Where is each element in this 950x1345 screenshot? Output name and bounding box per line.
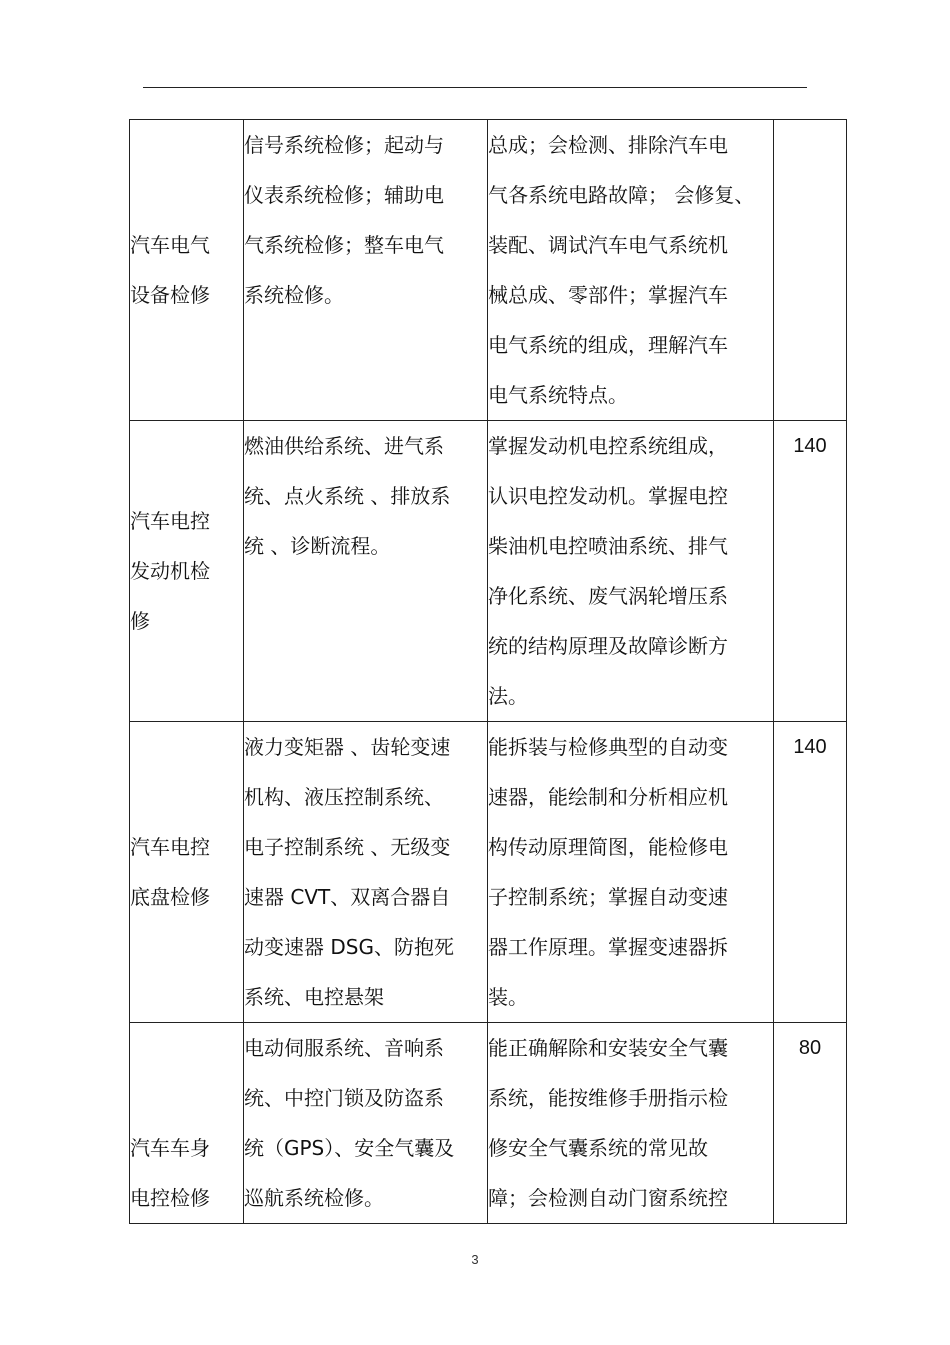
course-name-line: 汽车电控 [130,835,210,859]
course-hours-cell: 140 [774,722,847,1023]
course-requirement-line: 气各系统电路故障； 会修复、 [488,183,755,207]
course-requirement-line: 能拆装与检修典型的自动变 [488,735,728,759]
course-content-line: 统、点火系统 、排放系 [244,484,451,508]
course-name-line: 汽车电控 [130,509,210,533]
course-name-line: 汽车车身 [130,1136,210,1160]
course-content-line: 系统、电控悬架 [244,985,384,1009]
course-content-line: 燃油供给系统、进气系 [244,434,444,458]
course-requirement-line: 掌握发动机电控系统组成， [488,434,728,458]
course-content-cell [244,421,488,722]
course-requirement-line: 速器，能绘制和分析相应机 [488,785,728,809]
course-content-line: 电子控制系统 、无级变 [244,835,451,859]
course-requirement-line: 总成；会检测、排除汽车电 [488,133,728,157]
course-content-line: 仪表系统检修；辅助电 [244,183,444,207]
course-requirement-cell [488,421,774,722]
course-requirement-cell [488,120,774,421]
course-requirement-line: 法。 [488,684,528,708]
course-name-line: 汽车电气 [130,233,210,257]
course-requirement-line: 统的结构原理及故障诊断方 [488,634,728,658]
course-requirement-line: 柴油机电控喷油系统、排气 [488,534,728,558]
course-content-line: 电动伺服系统、音响系 [244,1036,444,1060]
course-name-line: 底盘检修 [130,885,210,909]
course-requirement-line: 装。 [488,985,528,1009]
course-name-line: 设备检修 [130,283,210,307]
course-content-line: 统 、诊断流程。 [244,534,391,558]
course-requirement-line: 认识电控发动机。掌握电控 [488,484,728,508]
table-row [130,120,847,421]
course-requirement-line: 系统，能按维修手册指示检 [488,1086,728,1110]
course-content-cell [244,1023,488,1224]
course-name-line: 电控检修 [130,1186,210,1210]
course-name-cell [130,1023,244,1224]
course-requirement-line: 械总成、零部件；掌握汽车 [488,283,728,307]
course-requirement-line: 电气系统的组成，理解汽车 [488,333,728,357]
course-name-cell [130,120,244,421]
course-content-line: 系统检修。 [244,283,344,307]
course-requirement-line: 障；会检测自动门窗系统控 [488,1186,728,1210]
course-content-line: 动变速器 DSG、防抱死 [244,935,454,959]
course-name-line: 修 [130,609,150,633]
course-requirement-line: 构传动原理简图，能检修电 [488,835,728,859]
course-content-line: 信号系统检修；起动与 [244,133,444,157]
course-requirement-line: 装配、调试汽车电气系统机 [488,233,728,257]
course-table [129,119,847,1224]
course-content-line: 统（GPS）、安全气囊及 [244,1136,455,1160]
course-requirement-cell [488,722,774,1023]
course-content-cell [244,722,488,1023]
course-requirement-line: 净化系统、废气涡轮增压系 [488,584,728,608]
course-hours-cell [774,120,847,421]
course-requirement-line: 能正确解除和安装安全气囊 [488,1036,728,1060]
table-row [130,421,847,722]
table-row [130,722,847,1023]
table-body [130,120,847,1224]
course-requirement-line: 子控制系统；掌握自动变速 [488,885,728,909]
course-content-line: 速器 CVT、双离合器自 [244,885,451,909]
course-content-line: 液力变矩器 、齿轮变速 [244,735,451,759]
course-content-cell [244,120,488,421]
course-requirement-line: 电气系统特点。 [488,383,628,407]
course-name-cell [130,722,244,1023]
course-name-cell [130,421,244,722]
course-requirement-line: 修安全气囊系统的常见故 [488,1136,708,1160]
course-hours-cell: 80 [774,1023,847,1224]
course-content-line: 气系统检修；整车电气 [244,233,444,257]
course-hours-cell: 140 [774,421,847,722]
course-content-line: 机构、液压控制系统、 [244,785,444,809]
course-requirement-cell [488,1023,774,1224]
course-name-line: 发动机检 [130,559,210,583]
course-content-line: 巡航系统检修。 [244,1186,384,1210]
course-requirement-line: 器工作原理。掌握变速器拆 [488,935,728,959]
course-content-line: 统、中控门锁及防盗系 [244,1086,444,1110]
page-number: 3 [471,1252,479,1267]
table-row [130,1023,847,1224]
header-rule [143,87,807,88]
